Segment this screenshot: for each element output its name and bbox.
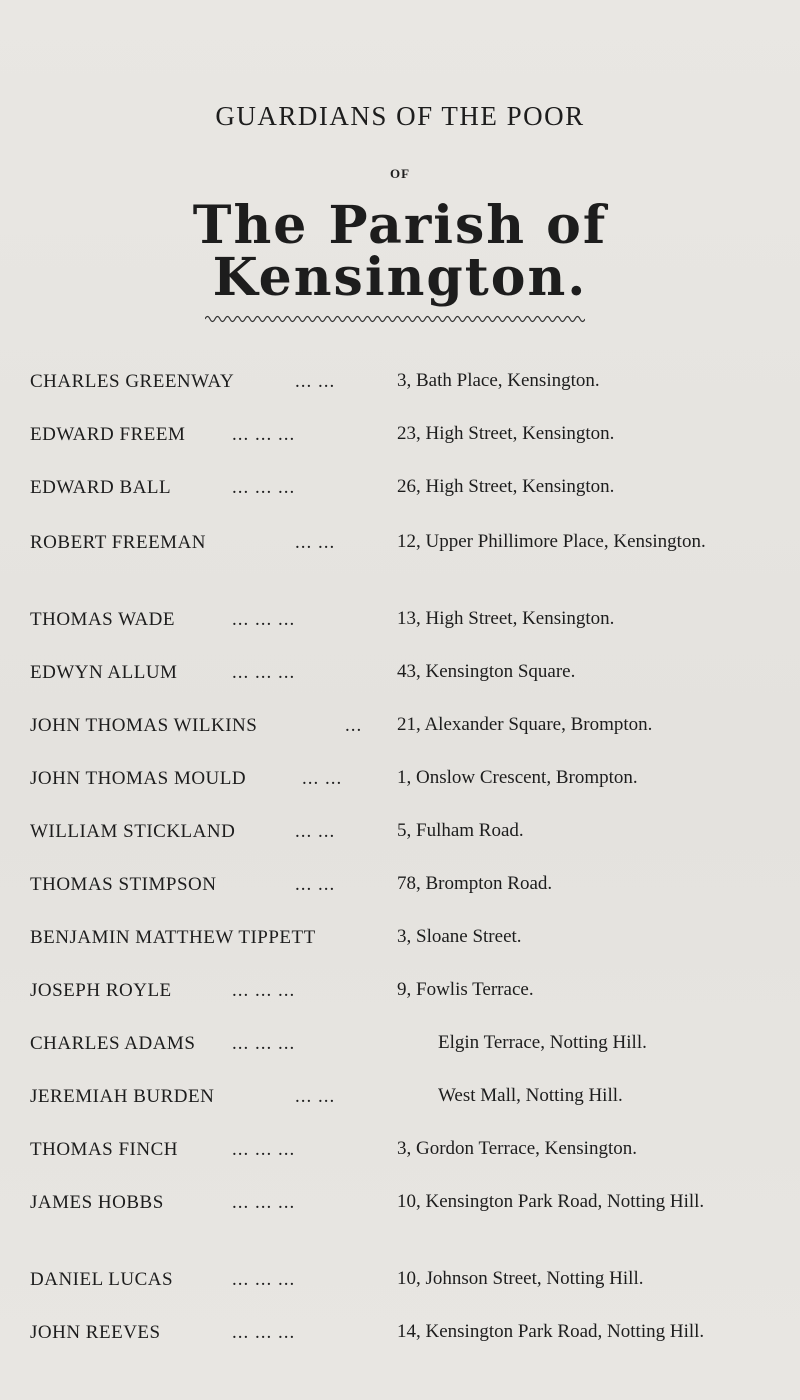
guardian-name: THOMAS STIMPSON [30, 874, 217, 895]
leader-dots: ... ... [295, 821, 336, 842]
guardian-address: Elgin Terrace, Notting Hill. [438, 1032, 647, 1053]
subtitle-of: OF [389, 166, 411, 181]
guardian-address: 21, Alexander Square, Brompton. [397, 714, 653, 735]
guardian-name: EDWYN ALLUM [30, 662, 178, 683]
guardian-address: 3, Bath Place, Kensington. [397, 370, 600, 391]
guardian-address: 10, Johnson Street, Notting Hill. [397, 1268, 644, 1289]
page-title: GUARDIANS OF THE POOR [215, 101, 585, 131]
guardian-name: EDWARD FREEM [30, 424, 186, 445]
leader-dots: ... ... [295, 874, 336, 895]
guardian-name: JOHN THOMAS MOULD [30, 768, 247, 789]
guardian-name: WILLIAM STICKLAND [30, 821, 236, 842]
leader-dots: ... ... [295, 1086, 336, 1107]
leader-dots: ... ... ... [232, 424, 296, 445]
guardian-address: 5, Fulham Road. [397, 820, 524, 841]
parish-heading: The Parish of Kensington. [192, 195, 608, 308]
leader-dots: ... ... ... [232, 609, 296, 630]
leader-dots: ... ... [295, 371, 336, 392]
guardian-address: 14, Kensington Park Road, Notting Hill. [397, 1321, 705, 1342]
leader-dots: ... ... ... [232, 1033, 296, 1054]
guardian-address: 12, Upper Phillimore Place, Kensington. [397, 531, 706, 552]
guardian-name: JOSEPH ROYLE [30, 980, 172, 1001]
guardian-address: 3, Sloane Street. [397, 926, 522, 947]
guardian-address: 3, Gordon Terrace, Kensington. [397, 1138, 637, 1159]
leader-dots: ... ... ... [232, 662, 296, 683]
guardian-name: JEREMIAH BURDEN [30, 1086, 215, 1107]
guardian-name: THOMAS WADE [30, 609, 176, 630]
leader-dots: ... ... ... [232, 1139, 296, 1160]
leader-dots: ... ... ... [232, 1192, 296, 1213]
guardian-name: CHARLES ADAMS [30, 1033, 196, 1054]
leader-dots: ... ... [302, 768, 343, 789]
guardian-name: JOHN REEVES [30, 1322, 161, 1343]
guardian-address: 9, Fowlis Terrace. [397, 979, 534, 1000]
guardian-address: 23, High Street, Kensington. [397, 423, 615, 444]
guardian-address: 13, High Street, Kensington. [397, 608, 615, 629]
guardian-entry [0, 1322, 800, 1382]
guardian-address: 78, Brompton Road. [397, 873, 553, 894]
guardian-address: 10, Kensington Park Road, Notting Hill. [397, 1191, 705, 1212]
leader-dots: ... ... ... [232, 980, 296, 1001]
guardian-name: JOHN THOMAS WILKINS [30, 715, 258, 736]
guardian-address: 1, Onslow Crescent, Brompton. [397, 767, 638, 788]
guardian-name: EDWARD BALL [30, 477, 172, 498]
guardian-name: CHARLES GREENWAY [30, 371, 235, 392]
leader-dots: ... ... ... [232, 477, 296, 498]
wavy-divider [205, 314, 585, 324]
leader-dots: ... ... [295, 532, 336, 553]
leader-dots: ... ... ... [232, 1322, 296, 1343]
guardian-name: JAMES HOBBS [30, 1192, 164, 1213]
guardian-name: ROBERT FREEMAN [30, 532, 207, 553]
leader-dots: ... [345, 715, 363, 736]
guardian-name: THOMAS FINCH [30, 1139, 178, 1160]
guardian-name: BENJAMIN MATTHEW TIPPETT [30, 927, 316, 948]
guardian-entry [0, 1192, 800, 1252]
guardian-address: West Mall, Notting Hill. [438, 1085, 623, 1106]
guardian-name: DANIEL LUCAS [30, 1269, 174, 1290]
leader-dots: ... ... ... [232, 1269, 296, 1290]
guardian-address: 26, High Street, Kensington. [397, 476, 615, 497]
guardian-entry [0, 532, 800, 592]
guardian-address: 43, Kensington Square. [397, 661, 576, 682]
